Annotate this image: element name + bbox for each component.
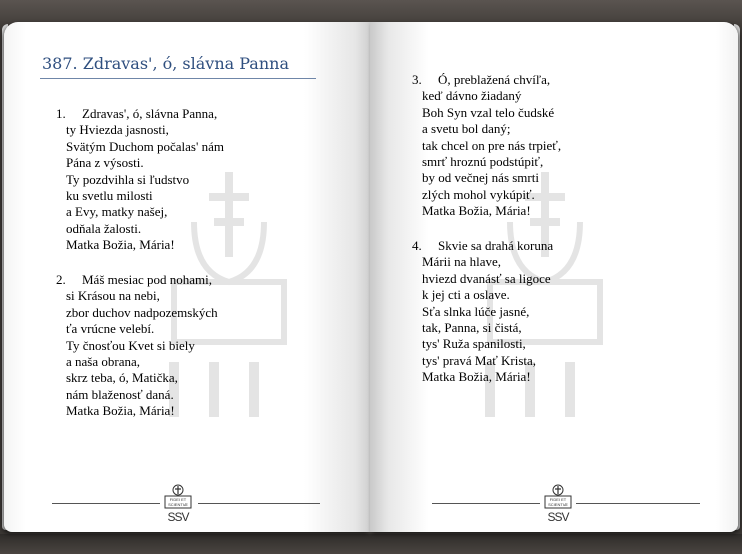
verse-line: tys' Ruža spanilosti,: [422, 336, 526, 352]
verse-line: ťa vrúcne velebí.: [66, 321, 155, 337]
logo-letters: SSV: [547, 510, 569, 524]
verse-refrain: Matka Božia, Mária!: [66, 237, 175, 253]
verse-line: a svetu bol daný;: [422, 121, 511, 137]
logo-letters: SSV: [167, 510, 189, 524]
logo-motto-1: FIDEI ET: [549, 497, 567, 502]
verse-number: 3.: [412, 72, 422, 87]
verse-line: ku svetlu milosti: [66, 187, 153, 203]
verse-number: 2.: [56, 272, 66, 287]
verse-line: ty Hviezda jasnosti,: [66, 122, 169, 138]
footer-rule: [198, 503, 320, 504]
verse-line: Ty čnosťou Kvet si biely: [66, 337, 195, 353]
verse-line: skrz teba, ó, Matička,: [66, 370, 178, 386]
verse-line: by od večnej nás smrti: [422, 170, 539, 186]
verse-line: Sťa slnka lúče jasné,: [422, 303, 530, 319]
verse-line: Ó, preblažená chvíľa,: [438, 72, 551, 87]
verse-number: 1.: [56, 106, 66, 121]
logo-motto-2: SCIENTIÆ: [168, 502, 188, 507]
verse-4: [412, 238, 553, 386]
verse-line: tak chcel on pre nás trpieť,: [422, 137, 562, 153]
verse-line: Máš mesiac pod nohami,: [82, 272, 212, 287]
verse-line: hviezd dvanásť sa ligoce: [422, 270, 551, 286]
footer-rule: [432, 503, 540, 504]
verse-line: Márii na hlave,: [422, 254, 502, 270]
verse-line: Svätým Duchom počalas' nám: [66, 138, 224, 154]
footer-rule: [576, 503, 700, 504]
verse-line: keď dávno žiadaný: [422, 88, 522, 104]
verse-line: a Evy, matky našej,: [66, 204, 168, 220]
verse-line: odňala žalosti.: [66, 220, 142, 236]
verse-refrain: Matka Božia, Mária!: [422, 203, 531, 219]
verse-line: zbor duchov nadpozemských: [66, 304, 218, 320]
left-page: [4, 22, 370, 532]
verse-1: [56, 106, 224, 254]
verse-line: si Krásou na nebi,: [66, 288, 160, 304]
verse-line: tys' pravá Mať Krista,: [422, 352, 537, 368]
verse-refrain: Matka Božia, Mária!: [66, 403, 175, 419]
hymn-title: 387. Zdravas', ó, slávna Panna: [42, 54, 289, 73]
verse-line: Skvie sa drahá koruna: [438, 238, 554, 253]
title-underline: [40, 78, 316, 79]
verse-line: Pána z výsosti.: [66, 155, 144, 171]
footer-rule: [52, 503, 160, 504]
logo-motto-2: SCIENTIÆ: [548, 502, 568, 507]
verse-2: [56, 272, 218, 420]
right-page: [370, 22, 738, 532]
verse-refrain: Matka Božia, Mária!: [422, 369, 531, 385]
ssv-logo-icon: [162, 484, 194, 524]
verse-line: k jej cti a oslave.: [422, 287, 510, 303]
verse-line: a naša obrana,: [66, 353, 140, 369]
verse-number: 4.: [412, 238, 422, 253]
logo-motto-1: FIDEI ET: [169, 497, 187, 502]
ssv-logo-icon: [542, 484, 574, 524]
verse-line: Ty pozdvihla si ľudstvo: [66, 171, 190, 187]
open-book: [0, 10, 742, 540]
verse-line: Zdravas', ó, slávna Panna,: [82, 106, 218, 121]
verse-3: [412, 72, 561, 220]
verse-line: tak, Panna, si čistá,: [422, 319, 522, 335]
verse-line: zlých mohol vykúpiť.: [422, 186, 535, 202]
verse-line: Boh Syn vzal telo čudské: [422, 104, 555, 120]
verse-line: smrť hroznú podstúpiť,: [422, 153, 544, 169]
verse-line: nám blaženosť daná.: [66, 386, 174, 402]
